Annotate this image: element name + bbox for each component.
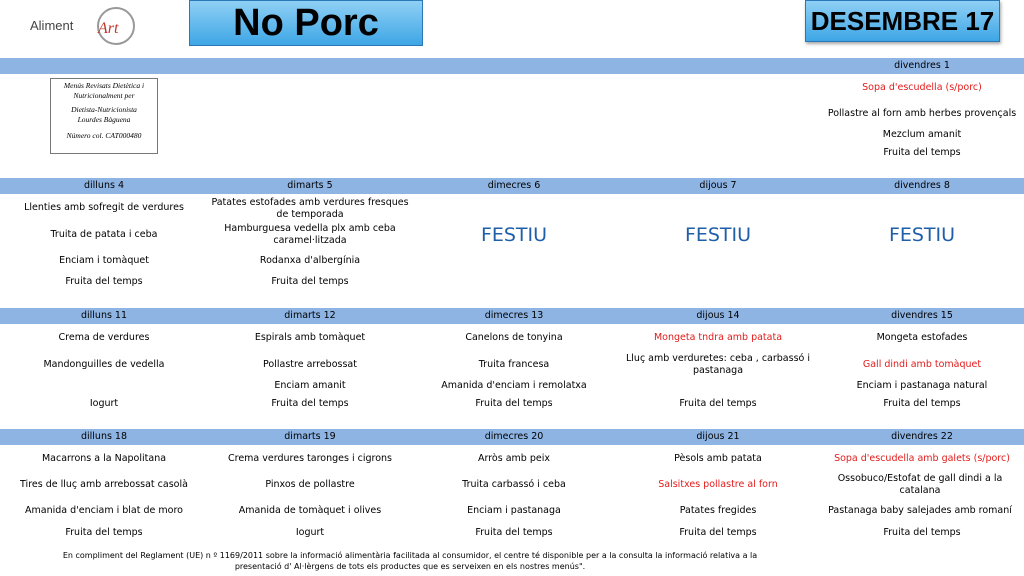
- menu-item: Enciam i tomàquet: [59, 255, 149, 266]
- menu-item: Tires de lluç amb arrebossat casolà: [20, 479, 188, 490]
- page-title: No Porc: [189, 0, 423, 46]
- menu-item: Truita francesa: [478, 359, 550, 370]
- holiday-label: FESTIU: [480, 224, 548, 246]
- menu-item: Macarrons a la Napolitana: [41, 453, 167, 464]
- menu-item: Fruita del temps: [883, 527, 961, 538]
- menu-item: Espirals amb tomàquet: [254, 332, 366, 343]
- menu-item: Ossobuco/Estofat de gall dindi a la catalana: [837, 473, 1003, 496]
- menu-item: Rodanxa d'albergínia: [259, 255, 361, 266]
- week0-header-row: [0, 58, 1024, 74]
- menu-item: Fruita del temps: [883, 147, 961, 158]
- day-header: dimarts 19: [284, 431, 336, 442]
- menu-item: Patates estofades amb verdures fresques de temporada: [211, 197, 409, 220]
- menu-item: Fruita del temps: [271, 398, 349, 409]
- footer-line: presentació d' Al·lèrgens de tots els productes que es serveixen en els nostres menús".: [234, 562, 586, 571]
- day-header: dimarts 12: [284, 310, 336, 321]
- day-header: divendres 8: [894, 180, 950, 191]
- day-header: dilluns 4: [83, 180, 124, 191]
- menu-item: Iogurt: [295, 527, 325, 538]
- day-header: dijous 14: [696, 310, 740, 321]
- menu-item: Truita de patata i ceba: [50, 229, 158, 240]
- day-header: dimecres 6: [487, 180, 541, 191]
- logo-script: Art: [98, 20, 119, 37]
- menu-item: Patates fregides: [679, 505, 757, 516]
- menu-item: Lluç amb verduretes: ceba , carbassó i pastanaga: [625, 353, 810, 376]
- menu-item: Arròs amb peix: [478, 453, 550, 464]
- dietitian-info-box: [50, 78, 158, 154]
- menu-item: Truita carbassó i ceba: [462, 479, 566, 490]
- info-line: Lourdes Bàguena: [77, 115, 131, 124]
- week2-header-row: [0, 308, 1024, 324]
- menu-item: Mongeta estofades: [876, 332, 968, 343]
- menu-item: Pollastre al forn amb herbes provençals: [827, 108, 1017, 119]
- menu-item: Iogurt: [89, 398, 119, 409]
- allergen-notice: [0, 550, 820, 572]
- menu-item: Fruita del temps: [679, 398, 757, 409]
- menu-item: Salsitxes pollastre al forn: [658, 479, 778, 490]
- holiday-label: FESTIU: [888, 224, 956, 246]
- menu-item: Enciam i pastanaga: [467, 505, 561, 516]
- info-line: Nutricionalment per: [73, 91, 135, 100]
- week3-header-row: [0, 429, 1024, 445]
- menu-item: Sopa d'escudella (s/porc): [862, 82, 982, 93]
- menu-item: Mezclum amanit: [882, 129, 962, 140]
- day-header: dilluns 11: [80, 310, 128, 321]
- day-header: dijous 7: [699, 180, 737, 191]
- menu-item: Pastanaga baby salejades amb romaní: [828, 505, 1012, 516]
- menu-item: Fruita del temps: [65, 276, 143, 287]
- day-header: divendres 15: [891, 310, 953, 321]
- menu-item: Fruita del temps: [475, 398, 553, 409]
- menu-item: Pollastre arrebossat: [263, 359, 357, 370]
- menu-item: Mandonguilles de vedella: [43, 359, 165, 370]
- day-header: divendres 22: [891, 431, 953, 442]
- logo-mark: [76, 6, 142, 48]
- footer-line: En compliment del Reglament (UE) n º 1169/2011 sobre la informació alimentària facilitada al consumidor, el centre té disponible per a la consulta la informació relativa a la: [62, 551, 758, 560]
- info-line: Número col. CAT000480: [66, 131, 142, 140]
- menu-item: Crema verdures taronges i cigrons: [228, 453, 392, 464]
- menu-item: Mongeta tndra amb patata: [653, 332, 783, 343]
- week1-header-row: [0, 178, 1024, 194]
- menu-item: Fruita del temps: [271, 276, 349, 287]
- menu-item: Crema de verdures: [58, 332, 150, 343]
- menu-item: Amanida d'enciam i remolatxa: [441, 380, 587, 391]
- day-header: dimecres 13: [484, 310, 544, 321]
- menu-item: Fruita del temps: [883, 398, 961, 409]
- menu-item: Llenties amb sofregit de verdures: [24, 202, 184, 213]
- menu-item: Enciam amanit: [274, 380, 346, 391]
- menu-item: Pèsols amb patata: [674, 453, 762, 464]
- aliment-art-logo: [28, 6, 158, 48]
- menu-item: Pinxos de pollastre: [265, 479, 355, 490]
- day-header: dilluns 18: [80, 431, 128, 442]
- day-header: dimecres 20: [484, 431, 544, 442]
- info-line: Menús Revisats Dietètica i: [63, 81, 145, 90]
- menu-item: Fruita del temps: [65, 527, 143, 538]
- day-header: dijous 21: [696, 431, 740, 442]
- menu-item: Amanida d'enciam i blat de moro: [25, 505, 183, 516]
- holiday-label: FESTIU: [684, 224, 752, 246]
- menu-item: Canelons de tonyina: [465, 332, 563, 343]
- menu-item: Fruita del temps: [475, 527, 553, 538]
- month-title: DESEMBRE 17: [805, 0, 1000, 42]
- day-header: dimarts 5: [287, 180, 333, 191]
- menu-item: Sopa d'escudella amb galets (s/porc): [834, 453, 1010, 464]
- menu-item: Fruita del temps: [679, 527, 757, 538]
- menu-item: Gall dindi amb tomàquet: [862, 359, 982, 370]
- menu-item: Amanida de tomàquet i olives: [238, 505, 382, 516]
- logo-text: Aliment: [30, 18, 74, 33]
- menu-item: Hamburguesa vedella plx amb ceba caramel·litzada: [224, 223, 396, 246]
- menu-item: Enciam i pastanaga natural: [856, 380, 988, 391]
- day-header: divendres 1: [894, 60, 950, 71]
- info-line: Dietista-Nutricionista: [71, 105, 137, 114]
